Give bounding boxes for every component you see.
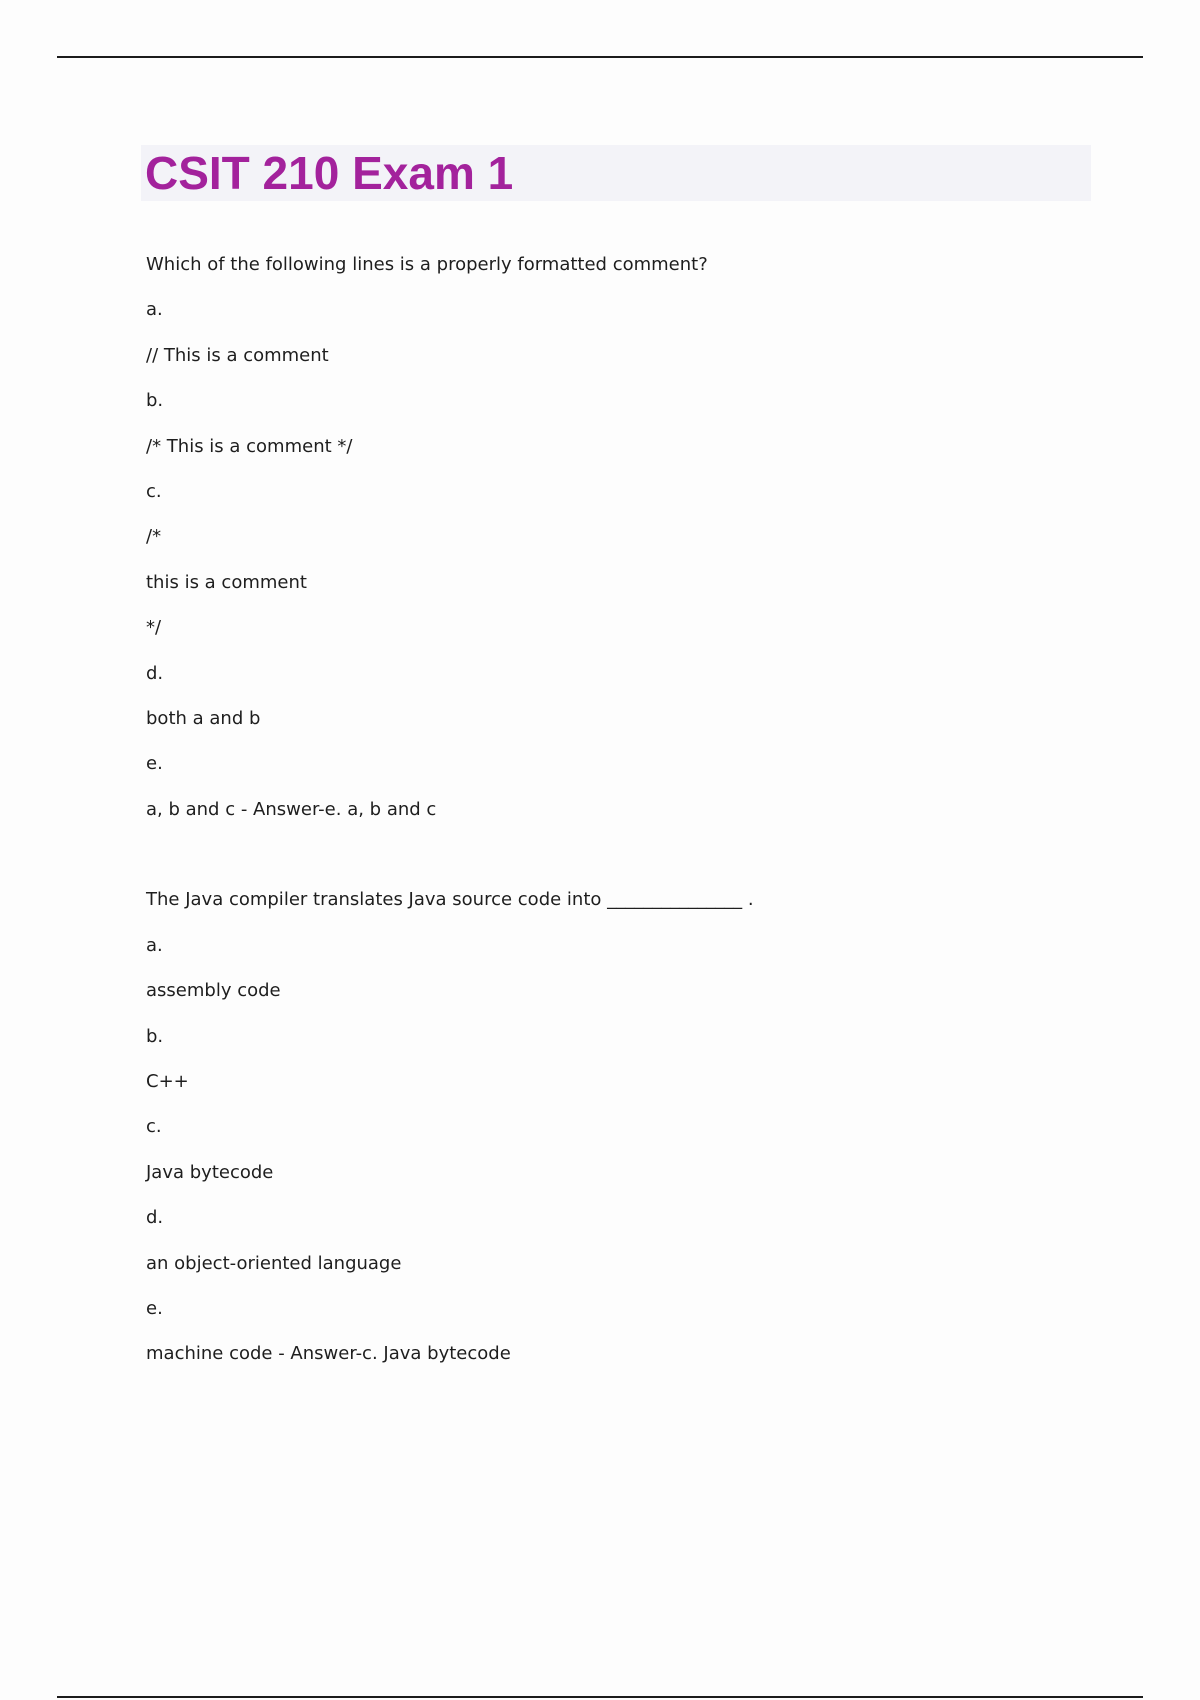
question-1-option-c-text-line-3: */ <box>146 617 162 639</box>
footer-rule <box>57 1696 1143 1698</box>
question-2-prompt: The Java compiler translates Java source code into _______________ . <box>146 889 754 911</box>
question-2-option-c-text: Java bytecode <box>146 1161 274 1183</box>
question-1-option-c-text-line-1: /* <box>146 526 162 548</box>
question-1 <box>146 242 1096 832</box>
question-1-option-a-label: a. <box>146 299 163 321</box>
question-1-option-d-label: d. <box>146 662 164 684</box>
question-1-option-e-label: e. <box>146 753 163 775</box>
question-2-option-e-text-answer: machine code - Answer-c. Java bytecode <box>146 1343 511 1365</box>
question-1-option-e-text-answer: a, b and c - Answer-e. a, b and c <box>146 798 437 820</box>
question-2-option-a-label: a. <box>146 934 163 956</box>
question-2-option-a-text: assembly code <box>146 980 281 1002</box>
question-2-option-e-label: e. <box>146 1297 163 1319</box>
question-1-option-c-label: c. <box>146 480 162 502</box>
question-1-option-b-text: /* This is a comment */ <box>146 435 353 457</box>
header-rule <box>57 56 1143 58</box>
question-2-option-d-label: d. <box>146 1207 164 1229</box>
question-1-option-c-text-line-2: this is a comment <box>146 571 307 593</box>
question-1-option-b-label: b. <box>146 390 164 412</box>
document-body <box>146 242 1096 1377</box>
question-2-option-c-label: c. <box>146 1116 162 1138</box>
question-2 <box>146 877 1096 1376</box>
question-1-prompt: Which of the following lines is a properly formatted comment? <box>146 254 708 275</box>
question-2-option-d-text: an object-oriented language <box>146 1252 402 1274</box>
question-2-option-b-text: C++ <box>146 1071 189 1093</box>
question-2-option-b-label: b. <box>146 1025 164 1047</box>
question-spacer <box>146 832 1096 877</box>
question-1-option-d-text: both a and b <box>146 707 261 729</box>
document-title: CSIT 210 Exam 1 <box>145 147 514 199</box>
question-1-option-a-text: // This is a comment <box>146 344 329 366</box>
